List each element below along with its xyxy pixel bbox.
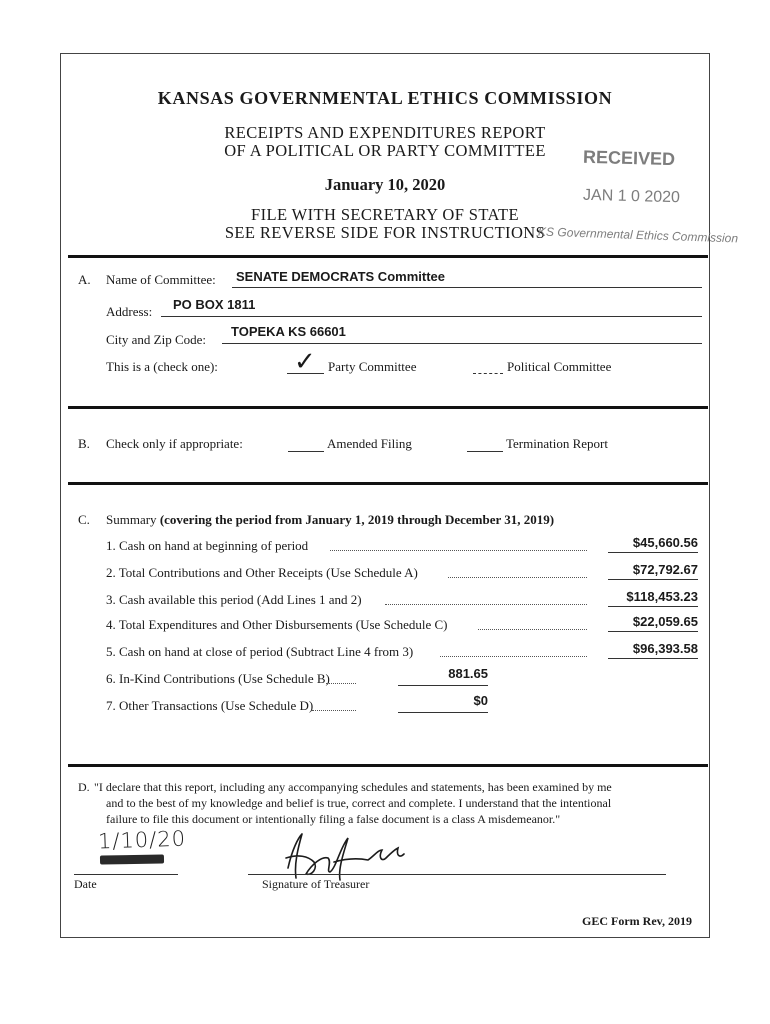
leader-dots: [440, 656, 587, 657]
check-appropriate-label: Check only if appropriate:: [106, 436, 243, 451]
summary-line-2-label: 2. Total Contributions and Other Receipts (Use Schedule A): [106, 565, 418, 580]
inkind-value[interactable]: 881.65: [448, 666, 488, 681]
address-label: Address:: [106, 304, 153, 319]
leader-dots: [448, 577, 587, 578]
section-b-letter: B.: [78, 436, 90, 451]
check-mark-icon: ✓: [294, 347, 316, 377]
file-instruction-line1: FILE WITH SECRETARY OF STATE: [251, 205, 519, 224]
received-stamp-agency: KS Governmental Ethics Commission: [537, 224, 739, 246]
amended-filing-blank[interactable]: [288, 451, 324, 452]
other-transactions-value[interactable]: $0: [473, 693, 488, 708]
agency-title: KANSAS GOVERNMENTAL ETHICS COMMISSION: [157, 88, 613, 108]
divider: [68, 482, 708, 485]
political-committee-label: Political Committee: [507, 359, 612, 374]
other-transactions-label: 7. Other Transactions (Use Schedule D): [106, 698, 314, 713]
summary-line-3-label: 3. Cash available this period (Add Lines 1 and 2): [106, 592, 362, 607]
handwritten-date[interactable]: 1/10/20: [97, 826, 187, 854]
signature-label: Signature of Treasurer: [262, 877, 370, 891]
leader-dots: [326, 683, 356, 684]
leader-dots: [385, 604, 587, 605]
amount-line: [608, 631, 698, 632]
summary-period: (covering the period from January 1, 2019 through December 31, 2019): [159, 512, 555, 527]
committee-type-label: This is a (check one):: [106, 359, 218, 374]
declaration-line2: and to the best of my knowledge and belief is true, correct and complete. I understand that the intentional: [106, 796, 612, 810]
summary-prefix: Summary: [106, 512, 157, 527]
report-date: January 10, 2020: [324, 175, 446, 194]
other-transactions-line: [398, 712, 488, 713]
divider: [68, 255, 708, 258]
summary-line-5-value[interactable]: $96,393.58: [632, 641, 698, 656]
summary-line-4-label: 4. Total Expenditures and Other Disbursements (Use Schedule C): [106, 617, 448, 632]
signature-line: [248, 874, 666, 875]
address-line: [161, 316, 702, 317]
date-line: [74, 874, 178, 875]
committee-name-line: [232, 287, 702, 288]
committee-name-label: Name of Committee:: [106, 272, 216, 287]
divider: [68, 764, 708, 767]
section-a-letter: A.: [78, 272, 91, 287]
received-stamp-date: JAN 1 0 2020: [582, 186, 681, 207]
divider: [68, 406, 708, 409]
amended-filing-label: Amended Filing: [327, 436, 412, 451]
committee-name-value[interactable]: SENATE DEMOCRATS Committee: [236, 269, 445, 284]
party-committee-blank[interactable]: [287, 373, 324, 374]
political-committee-blank[interactable]: [473, 373, 503, 374]
summary-line-2-value[interactable]: $72,792.67: [632, 562, 698, 577]
termination-report-label: Termination Report: [506, 436, 608, 451]
amount-line: [608, 579, 698, 580]
city-zip-line: [222, 343, 702, 344]
leader-dots: [312, 710, 356, 711]
summary-line-5-label: 5. Cash on hand at close of period (Subtract Line 4 from 3): [106, 644, 414, 659]
date-label: Date: [74, 877, 97, 891]
city-zip-label: City and Zip Code:: [106, 332, 207, 347]
city-zip-value[interactable]: TOPEKA KS 66601: [231, 324, 346, 339]
termination-report-blank[interactable]: [467, 451, 503, 452]
amount-line: [608, 606, 698, 607]
address-value[interactable]: PO BOX 1811: [173, 297, 256, 312]
summary-heading: [106, 512, 554, 528]
section-d-letter: D.: [78, 780, 90, 794]
inkind-line: [398, 685, 488, 686]
party-committee-label: Party Committee: [328, 359, 417, 374]
redaction-mark: [100, 854, 164, 864]
leader-dots: [330, 550, 587, 551]
leader-dots: [478, 629, 587, 630]
summary-line-4-value[interactable]: $22,059.65: [632, 614, 698, 629]
amount-line: [608, 552, 698, 553]
summary-line-1-label: 1. Cash on hand at beginning of period: [106, 538, 309, 553]
received-stamp: RECEIVED: [582, 146, 676, 170]
summary-line-3-value[interactable]: $118,453.23: [626, 589, 698, 604]
section-c-letter: C.: [78, 512, 90, 527]
summary-line-1-value[interactable]: $45,660.56: [632, 535, 698, 550]
declaration-line3: failure to file this document or intentionally filing a false document is a class A misdemeanor.": [106, 812, 561, 826]
report-title-line2: OF A POLITICAL OR PARTY COMMITTEE: [224, 141, 546, 160]
inkind-label: 6. In-Kind Contributions (Use Schedule B): [106, 671, 330, 686]
declaration-line1: "I declare that this report, including any accompanying schedules and statements, has been examined by me: [94, 780, 612, 794]
form-id: GEC Form Rev, 2019: [582, 914, 692, 928]
file-instruction-line2: SEE REVERSE SIDE FOR INSTRUCTIONS: [224, 223, 546, 242]
amount-line: [608, 658, 698, 659]
report-title-line1: RECEIPTS AND EXPENDITURES REPORT: [224, 123, 546, 142]
